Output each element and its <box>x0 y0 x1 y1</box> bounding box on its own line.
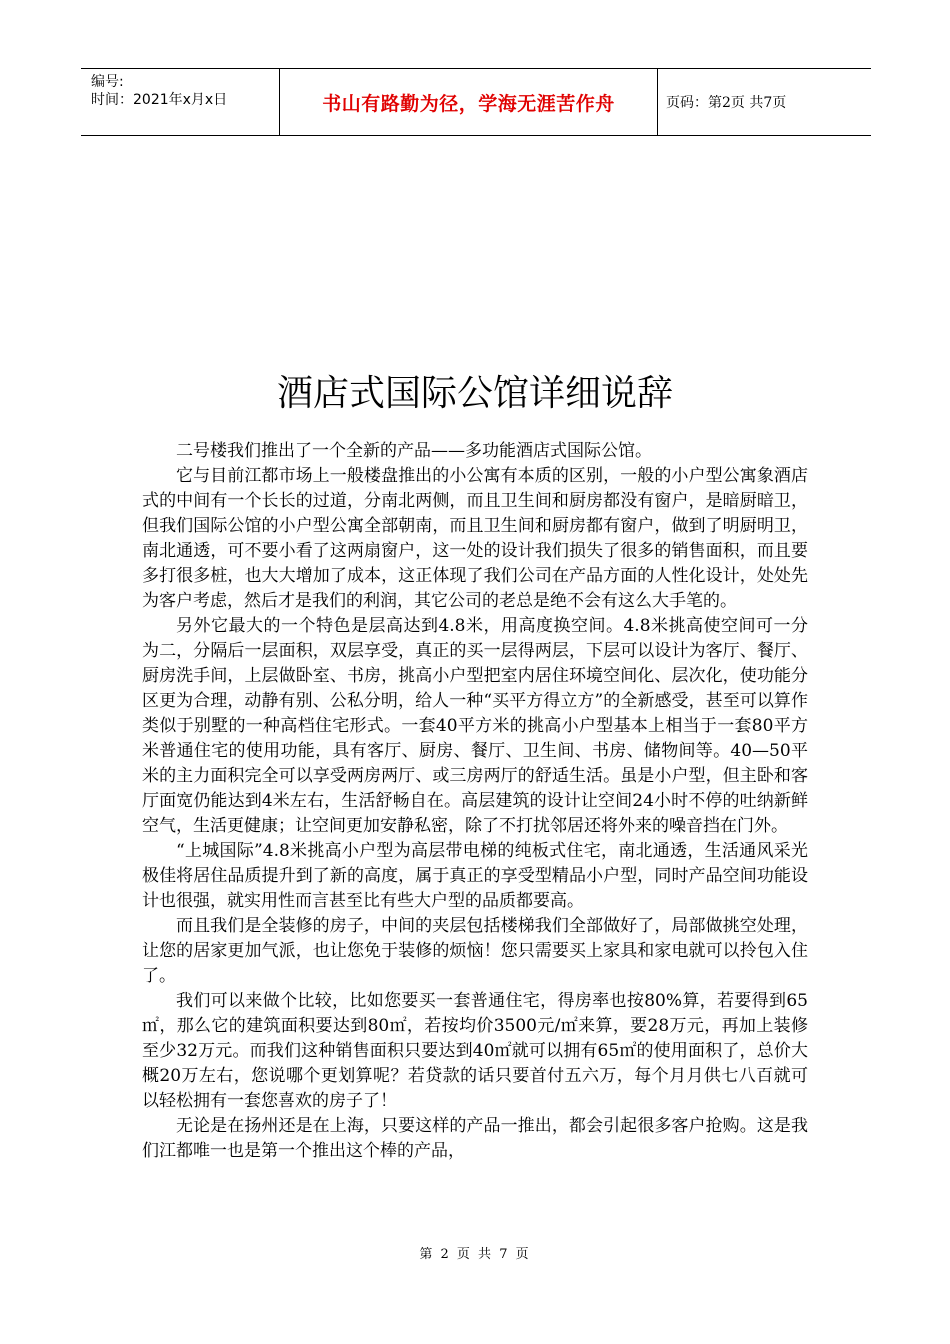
document-title: 酒店式国际公馆详细说辞 <box>276 373 673 414</box>
page-info: 页码：第2页 共7页 <box>666 95 787 111</box>
paragraph: 它与目前江都市场上一般楼盘推出的小公寓有本质的区别，一般的小户型公寓象酒店式的中间有一个长长的过道，分南北两侧，而且卫生间和厨房都没有窗户，是暗厨暗卫，但我们国际公馆的小户型公寓全部朝南，而且卫生间和厨房都有窗户，做到了明厨明卫，南北通透，可不要小看了这两扇窗户，这一处的设计我们损失了很多的销售面积，而且要多打很多桩，也大大增加了成本，这正体现了我们公司在产品方面的人性化设计，处处先为客户考虑，然后才是我们的利润，其它公司的老总是绝不会有这么大手笔的。 <box>142 466 808 611</box>
header-page-cell <box>658 69 871 135</box>
serial-number-label: 编号: <box>91 74 124 90</box>
paragraph: “上城国际”4.8米挑高小户型为高层带电梯的纯板式住宅，南北通透，生活通风采光极佳将居住品质提升到了新的高度，属于真正的享受型精品小户型，同时产品空间功能设计也很强，就实用性而言甚至比有些大户型的品质都要高。 <box>142 841 808 911</box>
paragraph: 无论是在扬州还是在上海，只要这样的产品一推出，都会引起很多客户抢购。这是我们江都唯一也是第一个推出这个棒的产品， <box>142 1116 808 1161</box>
header-motto-cell <box>280 69 658 135</box>
document-body <box>142 439 808 1164</box>
paragraph: 我们可以来做个比较，比如您要买一套普通住宅，得房率也按80%算，若要得到65㎡，那么它的建筑面积要达到80㎡，若按均价3500元/㎡来算，要28万元，再加上装修至少32万元。而我们这种销售面积只要达到40㎡就可以拥有65㎡的使用面积了，总价大概20万左右，您说哪个更划算呢？若贷款的话只要首付五六万，每个月月供七八百就可以轻松拥有一套您喜欢的房子了！ <box>142 991 808 1111</box>
paragraph: 另外它最大的一个特色是层高达到4.8米，用高度换空间。4.8米挑高使空间可一分为二，分隔后一层面积，双层享受，真正的买一层得两层，下层可以设计为客厅、餐厅、厨房洗手间，上层做卧室、书房，挑高小户型把室内居住环境空间化、层次化，使功能分区更为合理，动静有别、公私分明，给人一种“买平方得立方”的全新感受，甚至可以算作类似于别墅的一种高档住宅形式。一套40平方米的挑高小户型基本上相当于一套80平方米普通住宅的使用功能，具有客厅、厨房、餐厅、卫生间、书房、储物间等。40—50平米的主力面积完全可以享受两房两厅、或三房两厅的舒适生活。虽是小户型，但主卧和客厅面宽仍能达到4米左右，生活舒畅自在。高层建筑的设计让空间24小时不停的吐纳新鲜空气，生活更健康；让空间更加安静私密，除了不打扰邻居还将外来的噪音挡在门外。 <box>142 616 808 836</box>
header-meta-cell <box>81 69 280 135</box>
paragraph: 而且我们是全装修的房子，中间的夹层包括楼梯我们全部做好了，局部做挑空处理，让您的居家更加气派，也让您免于装修的烦恼！您只需要买上家具和家电就可以拎包入住了。 <box>142 916 808 986</box>
motto-text: 书山有路勤为径，学海无涯苦作舟 <box>322 92 615 115</box>
header-table <box>81 68 871 136</box>
page-footer: 第 2 页 共 7 页 <box>419 1247 531 1262</box>
date-label: 时间：2021年x月x日 <box>91 92 228 108</box>
paragraph: 二号楼我们推出了一个全新的产品——多功能酒店式国际公馆。 <box>176 441 652 461</box>
